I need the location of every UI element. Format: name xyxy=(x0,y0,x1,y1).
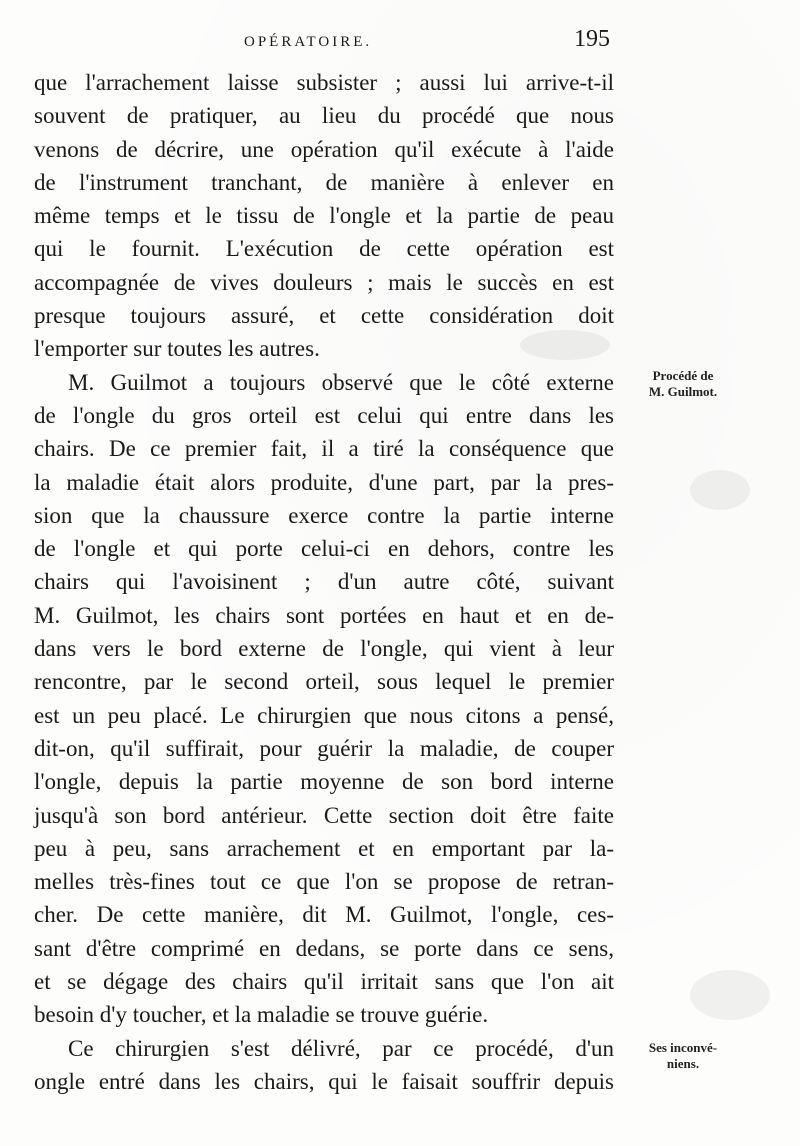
text-line: est un peu placé. Le chirurgien que nous citons a pensé, xyxy=(34,702,614,728)
page-smudge xyxy=(690,470,750,510)
text-line: dit-on, qu'il suffirait, pour guérir la maladie, de couper xyxy=(34,735,614,761)
text-line: jusqu'à son bord antérieur. Cette section doit être faite xyxy=(34,802,614,828)
text-line: Ce chirurgien s'est délivré, par ce procédé, d'un xyxy=(68,1035,614,1061)
running-head: OPÉRATOIRE. xyxy=(244,34,373,50)
text-line: l'emporter sur toutes les autres. xyxy=(34,336,320,362)
page-smudge xyxy=(520,330,610,360)
page-smudge xyxy=(690,970,770,1020)
text-line: M. Guilmot a toujours observé que le côté externe xyxy=(68,369,614,395)
text-line: M. Guilmot, les chairs sont portées en haut et en de- xyxy=(34,602,614,628)
text-line: de l'ongle du gros orteil est celui qui entre dans les xyxy=(34,402,614,428)
margin-note-line: Ses inconvé- xyxy=(648,1040,718,1055)
page-number: 195 xyxy=(574,26,610,52)
text-line: l'ongle, depuis la partie moyenne de son bord interne xyxy=(34,769,614,795)
text-line: rencontre, par le second orteil, sous lequel le premier xyxy=(34,669,614,695)
text-line: sion que la chaussure exerce contre la partie interne xyxy=(34,502,614,528)
text-line: cher. De cette manière, dit M. Guilmot, l'ongle, ces- xyxy=(34,902,614,928)
text-line: et se dégage des chairs qu'il irritait sans que l'on ait xyxy=(34,969,614,995)
text-line: chairs. De ce premier fait, il a tiré la conséquence que xyxy=(34,436,614,462)
text-line: accompagnée de vives douleurs ; mais le succès en est xyxy=(34,269,614,295)
text-line: même temps et le tissu de l'ongle et la partie de peau xyxy=(34,203,614,229)
text-line: melles très-fines tout ce que l'on se propose de retran- xyxy=(34,869,614,895)
margin-note-drawbacks xyxy=(628,1040,738,1072)
text-line: peu à peu, sans arrachement et en emportant par la- xyxy=(34,835,614,861)
text-line: de l'ongle et qui porte celui-ci en dehors, contre les xyxy=(34,536,614,562)
margin-note-line: M. Guilmot. xyxy=(648,384,718,399)
text-line: chairs qui l'avoisinent ; d'un autre côté, suivant xyxy=(34,569,614,595)
text-line: la maladie était alors produite, d'une part, par la pres- xyxy=(34,469,614,495)
text-line: presque toujours assuré, et cette considération doit xyxy=(34,303,614,329)
margin-note-procedure xyxy=(628,368,738,400)
text-line: dans vers le bord externe de l'ongle, qui vient à leur xyxy=(34,636,614,662)
margin-note-line: Procédé de xyxy=(652,368,714,383)
text-line: sant d'être comprimé en dedans, se porte dans ce sens, xyxy=(34,935,614,961)
text-line: venons de décrire, une opération qu'il exécute à l'aide xyxy=(34,136,614,162)
text-line: souvent de pratiquer, au lieu du procédé que nous xyxy=(34,103,614,129)
body-text xyxy=(34,66,614,1098)
margin-note-line: niens. xyxy=(666,1056,700,1071)
text-line: que l'arrachement laisse subsister ; aussi lui arrive-t-il xyxy=(34,70,614,95)
text-line: ongle entré dans les chairs, qui le faisait souffrir depuis xyxy=(34,1068,614,1094)
text-line: besoin d'y toucher, et la maladie se trouve guérie. xyxy=(34,1002,489,1028)
text-line: de l'instrument tranchant, de manière à enlever en xyxy=(34,169,614,195)
text-line: qui le fournit. L'exécution de cette opération est xyxy=(34,236,614,262)
